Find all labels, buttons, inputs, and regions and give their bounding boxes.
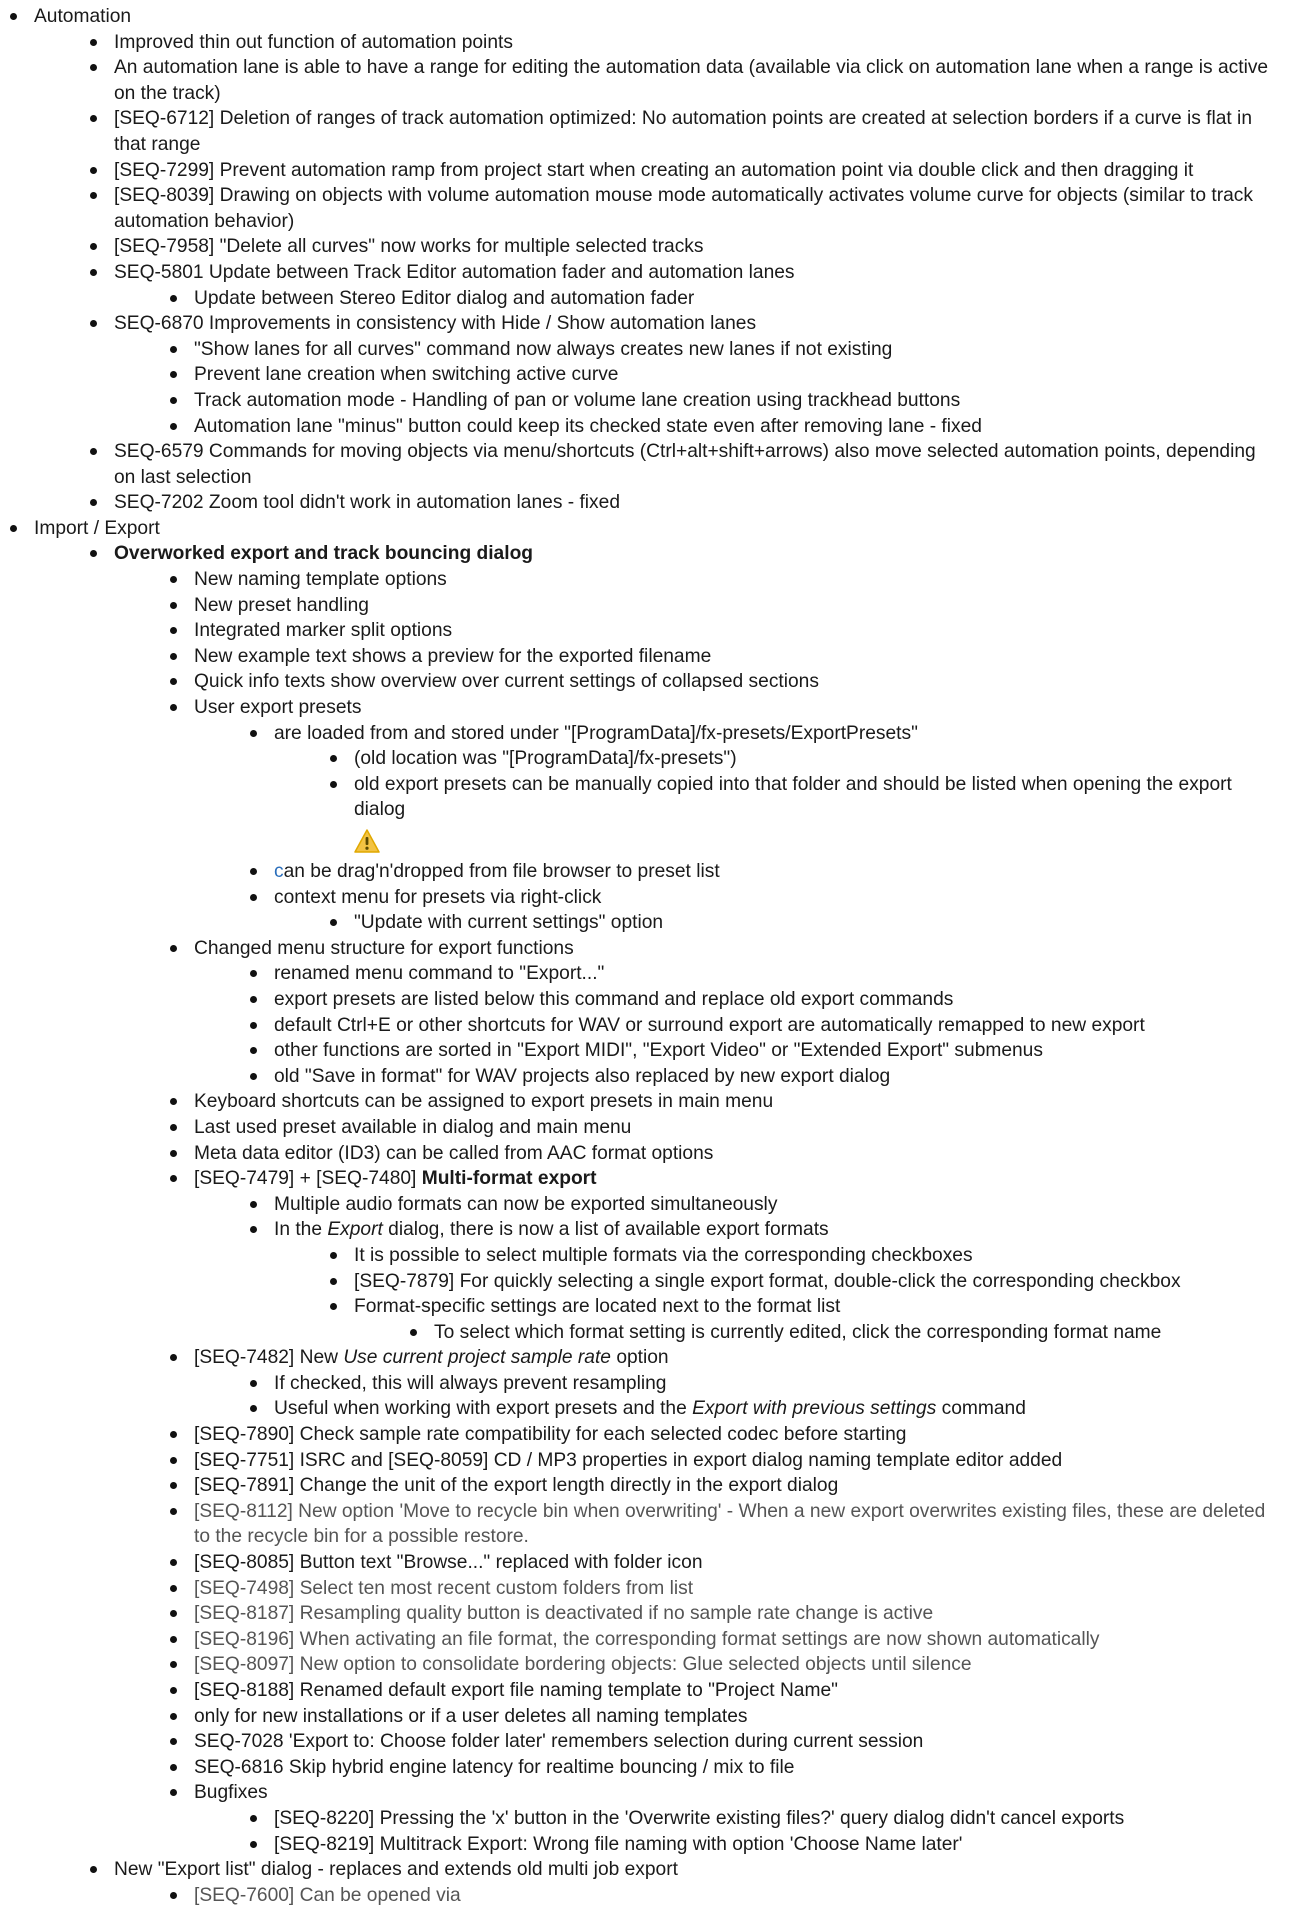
list-item-text: In the <box>274 1219 328 1241</box>
list-item-text: Prevent lane creation when switching active curve <box>194 364 619 386</box>
list-item <box>114 490 1274 516</box>
list-item-text: Quick info texts show overview over current settings of collapsed sections <box>194 671 819 693</box>
list-item <box>114 234 1274 260</box>
list-item-text: New example text shows a preview for the exported filename <box>194 645 712 667</box>
list-item-text: Export <box>327 1219 383 1241</box>
list-item-text: c <box>274 861 284 882</box>
list-item <box>194 1345 1274 1371</box>
list-item <box>194 1678 1274 1704</box>
list-item-text: Update between Stereo Editor dialog and automation fader <box>194 287 695 309</box>
list-item-text: [SEQ-7498] Select ten most recent custom folders from list <box>194 1577 694 1599</box>
list-item-text: [SEQ-8112] New option 'Move to recycle bin when overwriting' - When a new export overwrites existing files, these are deleted to the recycle bin for a possible restore. <box>194 1500 1266 1548</box>
list-item <box>194 936 1274 962</box>
warning-icon <box>354 829 380 853</box>
list-item-text: SEQ-6579 Commands for moving objects via menu/shortcuts (Ctrl+alt+shift+arrows) also move selected automation points, depending on last selection <box>114 441 1256 488</box>
list-item-text: It is possible to select multiple formats via the corresponding checkboxes <box>354 1244 973 1266</box>
list-item-text: context menu for presets via right-click <box>274 886 602 908</box>
list-item <box>114 55 1274 106</box>
list-item-text: New preset handling <box>194 594 369 616</box>
list-item <box>194 1448 1274 1474</box>
list-item-text: renamed menu command to "Export..." <box>274 963 605 985</box>
list-item <box>354 772 1274 823</box>
list-item-text: [SEQ-7479] + [SEQ-7480] <box>194 1168 422 1190</box>
list-item-text: SEQ-5801 Update between Track Editor automation fader and automation lanes <box>114 261 795 283</box>
list-item-text: only for new installations or if a user deletes all naming templates <box>194 1705 748 1727</box>
list-item <box>194 567 1274 593</box>
list-item <box>34 4 1274 30</box>
list-item <box>194 1755 1274 1781</box>
list-item <box>114 311 1274 337</box>
list-item <box>194 1883 1274 1909</box>
list-item <box>114 1857 1274 1883</box>
list-item <box>114 158 1274 184</box>
list-item-text: default Ctrl+E or other shortcuts for WAV or surround export are automatically remapped to new export <box>274 1014 1145 1036</box>
list-item-text: SEQ-7028 'Export to: Choose folder later' remembers selection during current session <box>194 1731 924 1753</box>
list-item <box>194 337 1274 363</box>
list-item-text: [SEQ-7891] Change the unit of the export length directly in the export dialog <box>194 1475 839 1497</box>
list-item <box>194 644 1274 670</box>
list-item-text: option <box>610 1347 669 1369</box>
list-item-text: If checked, this will always prevent resampling <box>274 1372 667 1394</box>
list-item-text: [SEQ-7890] Check sample rate compatibility for each selected codec before starting <box>194 1424 907 1446</box>
list-item-text: Changed menu structure for export functions <box>194 937 574 959</box>
list-item-text: User export presets <box>194 697 362 719</box>
list-item-text: old "Save in format" for WAV projects also replaced by new export dialog <box>274 1065 891 1087</box>
list-item-text: [SEQ-8097] New option to consolidate bordering objects: Glue selected objects until silence <box>194 1654 972 1676</box>
list-item-text: [SEQ-7600] Can be opened via <box>194 1884 461 1906</box>
list-item-text: [SEQ-8085] Button text "Browse..." replaced with folder icon <box>194 1552 703 1574</box>
list-item <box>194 1089 1274 1115</box>
list-item <box>274 1832 1274 1858</box>
list-item-text: To select which format setting is currently edited, click the corresponding format name <box>434 1321 1162 1343</box>
list-item <box>194 593 1274 619</box>
list-item <box>194 1422 1274 1448</box>
list-item-text: Useful when working with export presets and the <box>274 1398 693 1420</box>
list-item <box>274 1396 1274 1422</box>
list-item-text: Automation <box>34 6 132 27</box>
list-item-text: [SEQ-8039] Drawing on objects with volume automation mouse mode automatically activates volume curve for objects (similar to track automation behavior) <box>114 185 1253 232</box>
list-item <box>194 286 1274 312</box>
list-item-text: Import / Export <box>34 517 160 539</box>
list-item-text: "Update with current settings" option <box>354 912 664 934</box>
list-item <box>274 961 1274 987</box>
list-item <box>194 388 1274 414</box>
list-item-text: Last used preset available in dialog and main menu <box>194 1116 632 1138</box>
list-item-text: SEQ-6870 Improvements in consistency with Hide / Show automation lanes <box>114 313 757 335</box>
list-item <box>274 1371 1274 1397</box>
list-item-text: Improved thin out function of automation points <box>114 31 513 53</box>
list-item-text: Automation lane "minus" button could keep its checked state even after removing lane - fixed <box>194 415 982 437</box>
list-item <box>194 1729 1274 1755</box>
list-item <box>274 859 1274 885</box>
list-item-text: [SEQ-8187] Resampling quality button is deactivated if no sample rate change is active <box>194 1603 934 1625</box>
list-item <box>194 1780 1274 1806</box>
list-item <box>114 439 1274 490</box>
list-item <box>274 1806 1274 1832</box>
list-item <box>194 669 1274 695</box>
list-item <box>194 1115 1274 1141</box>
list-item <box>274 885 1274 911</box>
list-item <box>114 30 1274 56</box>
list-item-text: [SEQ-8196] When activating an file format, the corresponding format settings are now shown automatically <box>194 1628 1100 1650</box>
list-item-text: old export presets can be manually copied into that folder and should be listed when opening the export dialog <box>354 773 1232 821</box>
list-item-text: SEQ-7202 Zoom tool didn't work in automation lanes - fixed <box>114 492 620 514</box>
list-item <box>434 1320 1274 1346</box>
list-item-text: SEQ-6816 Skip hybrid engine latency for realtime bouncing / mix to file <box>194 1756 795 1778</box>
list-item <box>114 183 1274 234</box>
list-item-text: New naming template options <box>194 569 447 591</box>
list-item <box>194 1627 1274 1653</box>
list-item-text: Track automation mode - Handling of pan or volume lane creation using trackhead buttons <box>194 389 961 411</box>
list-item-text: Multi-format export <box>421 1168 597 1190</box>
list-item <box>194 1704 1274 1730</box>
list-item-text: Export with previous settings <box>692 1398 937 1420</box>
list-item-text: Meta data editor (ID3) can be called from AAC format options <box>194 1142 714 1164</box>
list-item-text: [SEQ-7482] New <box>194 1347 344 1369</box>
list-item-text: other functions are sorted in "Export MIDI", "Export Video" or "Extended Export" submenus <box>274 1040 1043 1062</box>
list-item <box>114 106 1274 157</box>
list-item-text: Bugfixes <box>194 1782 268 1804</box>
list-item <box>274 721 1274 747</box>
list-item <box>194 1166 1274 1192</box>
list-item-text: an be drag'n'dropped from file browser to preset list <box>283 861 720 882</box>
list-item-text: Keyboard shortcuts can be assigned to export presets in main menu <box>194 1091 774 1113</box>
list-item <box>274 1217 1274 1243</box>
list-item-text: "Show lanes for all curves" command now always creates new lanes if not existing <box>194 338 893 360</box>
list-item <box>274 1064 1274 1090</box>
list-item <box>194 695 1274 721</box>
list-item <box>34 516 1274 542</box>
list-item-text: Overworked export and track bouncing dialog <box>114 543 534 565</box>
list-item <box>114 541 1274 567</box>
list-item <box>114 260 1274 286</box>
list-item-text: [SEQ-8219] Multitrack Export: Wrong file naming with option 'Choose Name later' <box>274 1833 963 1855</box>
list-item <box>274 1192 1274 1218</box>
list-item-text: Multiple audio formats can now be exported simultaneously <box>274 1193 778 1215</box>
list-item <box>194 1499 1274 1550</box>
list-item <box>274 1013 1274 1039</box>
list-item-text: dialog, there is now a list of available export formats <box>382 1219 829 1241</box>
list-item <box>194 1141 1274 1167</box>
list-item <box>354 910 1274 936</box>
list-item <box>194 414 1274 440</box>
list-item <box>354 746 1274 772</box>
list-item-text: Use current project sample rate <box>343 1347 611 1369</box>
list-item-text: [SEQ-7958] "Delete all curves" now works for multiple selected tracks <box>114 236 704 258</box>
list-item-text: [SEQ-8220] Pressing the 'x' button in the 'Overwrite existing files?' query dialog didn't cancel exports <box>274 1807 1125 1829</box>
list-item-text: An automation lane is able to have a range for editing the automation data (available via click on automation lane when a range is active on the track) <box>114 57 1269 104</box>
list-item-text: export presets are listed below this command and replace old export commands <box>274 988 954 1010</box>
list-item <box>354 1243 1274 1269</box>
list-item-text: Format-specific settings are located next to the format list <box>354 1296 841 1318</box>
list-item <box>194 1576 1274 1602</box>
list-item-text: are loaded from and stored under "[ProgramData]/fx-presets/ExportPresets" <box>274 722 918 744</box>
list-item-text: (old location was "[ProgramData]/fx-presets") <box>354 748 737 770</box>
list-item <box>194 1550 1274 1576</box>
list-item <box>194 618 1274 644</box>
list-item-text: [SEQ-8188] Renamed default export file naming template to "Project Name" <box>194 1680 838 1701</box>
list-item <box>194 362 1274 388</box>
list-item <box>194 1601 1274 1627</box>
list-item-text: [SEQ-7751] ISRC and [SEQ-8059] CD / MP3 properties in export dialog naming template editor added <box>194 1449 1063 1471</box>
list-item-text: [SEQ-7879] For quickly selecting a single export format, double-click the corresponding checkbox <box>354 1270 1181 1292</box>
list-item <box>274 1038 1274 1064</box>
list-item-text: New "Export list" dialog - replaces and extends old multi job export <box>114 1859 678 1881</box>
list-item <box>194 1473 1274 1499</box>
list-item-text: command <box>936 1398 1026 1420</box>
list-item-text: [SEQ-7299] Prevent automation ramp from project start when creating an automation point via double click and then dragging it <box>114 159 1194 181</box>
list-item-text: [SEQ-6712] Deletion of ranges of track automation optimized: No automation points are created at selection borders if a curve is flat in that range <box>114 108 1252 155</box>
list-item <box>274 987 1274 1013</box>
list-item <box>354 1269 1274 1295</box>
list-item <box>194 1652 1274 1678</box>
list-item-text: Integrated marker split options <box>194 620 453 642</box>
list-item <box>354 1294 1274 1320</box>
